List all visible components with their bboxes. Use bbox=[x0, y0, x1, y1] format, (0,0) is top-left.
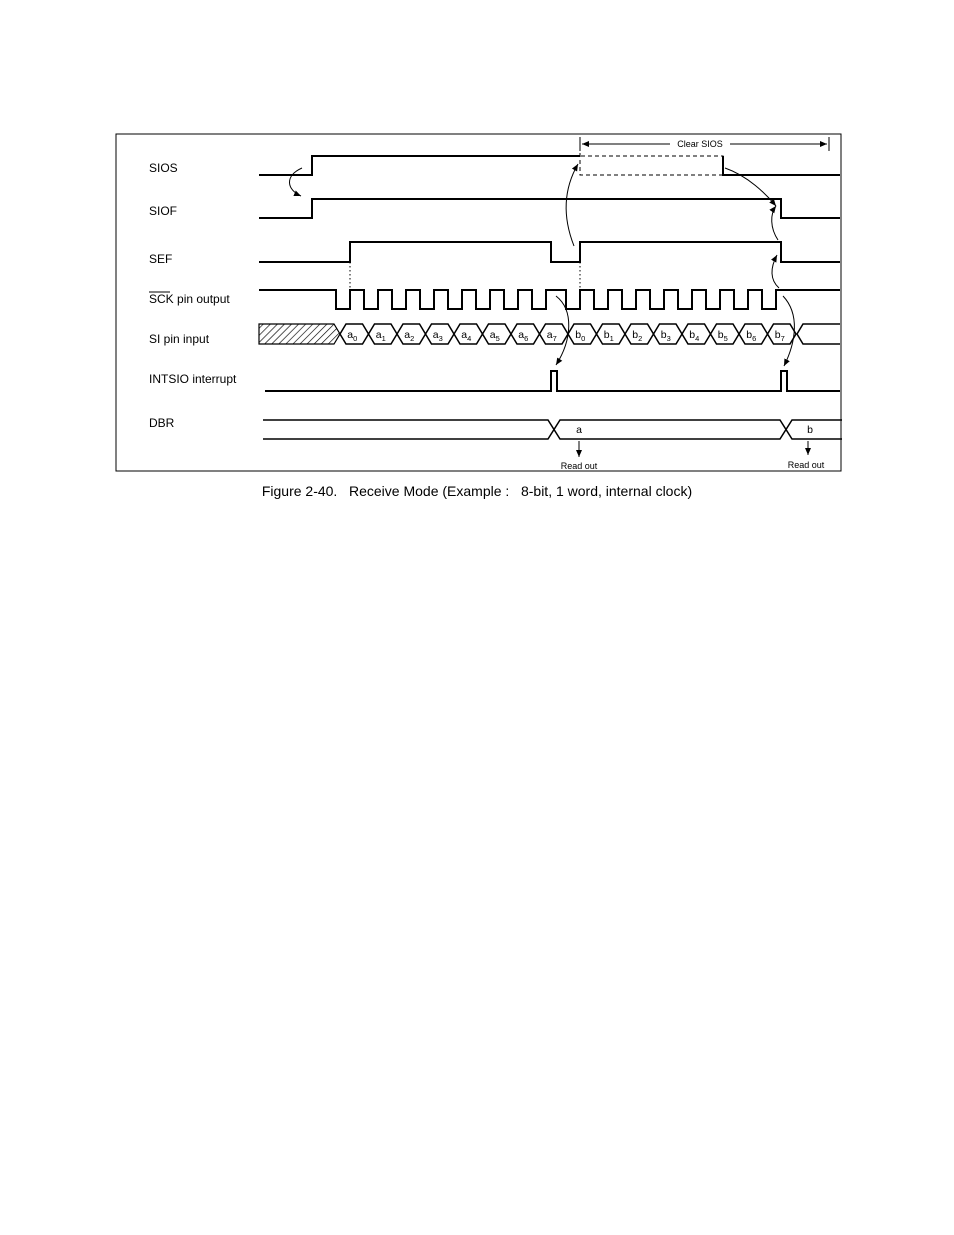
label-sck-name: SCK bbox=[149, 292, 174, 306]
sios-waveform bbox=[259, 156, 580, 175]
si-bit-label: $b_7$ bbox=[774, 329, 785, 343]
label-siof: SIOF bbox=[149, 204, 178, 218]
cause-arrow-sios-to-siof bbox=[289, 168, 302, 196]
si-undefined-hatch bbox=[259, 324, 340, 344]
label-sef: SEF bbox=[149, 252, 173, 266]
dbr-value-a: a bbox=[576, 424, 582, 436]
dbr-waveform bbox=[263, 420, 842, 439]
dbr-value-b: b bbox=[807, 424, 813, 436]
label-sck-suffix: pin output bbox=[173, 292, 230, 306]
label-si: SI pin input bbox=[149, 332, 210, 346]
si-bit-label: $a_3$ bbox=[432, 329, 443, 343]
label-intsio: INTSIO interrupt bbox=[149, 372, 237, 386]
si-bit-label: $b_0$ bbox=[575, 329, 586, 343]
si-bit-label: $a_0$ bbox=[347, 329, 358, 343]
read-out-label-b: Read out bbox=[787, 460, 825, 470]
cause-arrow-sef-to-sios bbox=[566, 164, 578, 246]
si-bit-label: $a_1$ bbox=[375, 329, 386, 343]
sios-clear-high bbox=[580, 146, 723, 175]
sef-waveform bbox=[259, 242, 840, 262]
si-bit-label: $a_7$ bbox=[546, 329, 557, 343]
si-bit-label: $a_4$ bbox=[461, 329, 472, 343]
label-sck bbox=[149, 292, 230, 306]
sios-waveform-tail bbox=[723, 156, 840, 175]
cause-arrow-sios-to-siof-b bbox=[725, 168, 776, 206]
read-out-label-a: Read out bbox=[560, 461, 598, 471]
label-sios: SIOS bbox=[149, 161, 178, 175]
intsio-waveform bbox=[265, 371, 840, 391]
siof-waveform bbox=[259, 199, 840, 218]
cause-arrow-intsio-to-sef bbox=[772, 255, 779, 288]
cause-arrow-intsio-to-siof bbox=[772, 206, 778, 240]
si-bit-label: $b_6$ bbox=[746, 329, 757, 343]
clear-sios-label: Clear SIOS bbox=[677, 139, 723, 149]
si-bit-label: $b_3$ bbox=[660, 329, 671, 343]
label-dbr: DBR bbox=[149, 416, 175, 430]
si-bit-label: $b_2$ bbox=[632, 329, 643, 343]
si-tail bbox=[797, 324, 840, 344]
sck-waveform bbox=[259, 290, 840, 309]
si-bit-label: $b_1$ bbox=[603, 329, 614, 343]
figure-caption: Figure 2-40. Receive Mode (Example : 8-bit, 1 word, internal clock) bbox=[261, 483, 693, 499]
si-bit-label: $a_5$ bbox=[489, 329, 500, 343]
si-bit-label: $a_2$ bbox=[404, 329, 415, 343]
si-bit-label: $a_6$ bbox=[518, 329, 529, 343]
si-bit-label: $b_5$ bbox=[717, 329, 728, 343]
si-bit-label: $b_4$ bbox=[689, 329, 700, 343]
